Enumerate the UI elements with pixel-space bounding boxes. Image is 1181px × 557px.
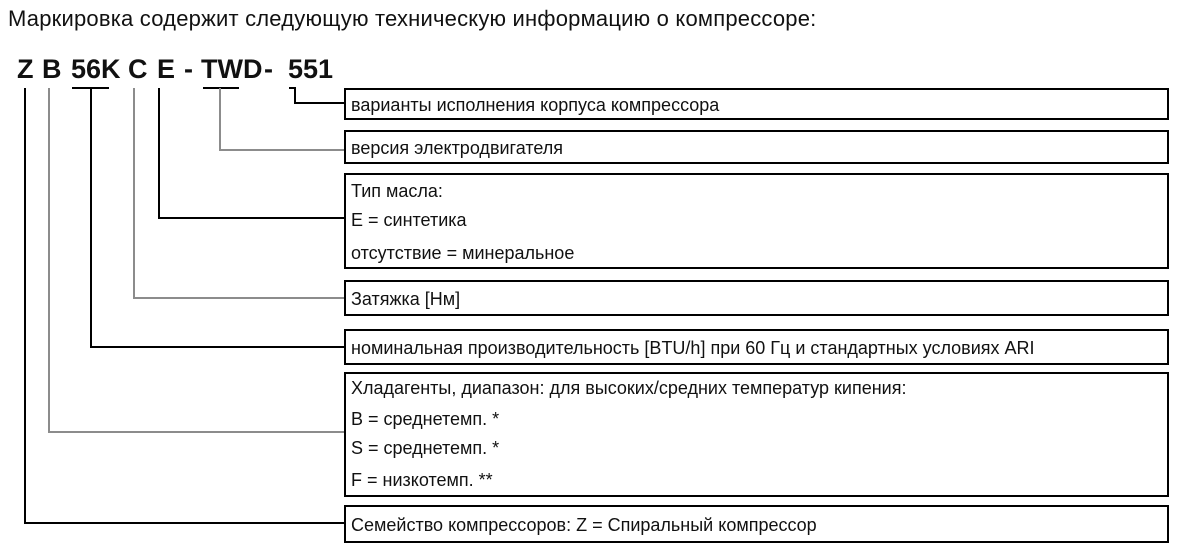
box-line: Семейство компрессоров: Z = Спиральный компрессор — [351, 515, 817, 535]
box-line: Тип масла: — [351, 181, 443, 201]
connector-family — [25, 88, 344, 523]
box-compressor-family — [344, 505, 1169, 543]
code-motor-version: TWD — [201, 54, 263, 84]
box-refrigerants — [344, 372, 1169, 497]
box-motor-version — [344, 130, 1169, 164]
code-refrigerant: B — [42, 54, 62, 84]
box-line: B = среднетемп. * — [351, 409, 500, 429]
box-capacity — [344, 329, 1169, 365]
code-family: Z — [17, 54, 34, 84]
box-tightening — [344, 280, 1169, 316]
code-housing-variant: 551 — [288, 54, 334, 84]
box-line: Хладагенты, диапазон: для высоких/средних температур кипения: — [351, 378, 907, 398]
box-line: номинальная производительность [BTU/h] при 60 Гц и стандартных условиях ARI — [351, 338, 1035, 358]
code-capacity: 56K — [71, 54, 121, 84]
page-title: Маркировка содержит следующую техническую информацию о компрессоре: — [8, 6, 817, 31]
box-oil-type — [344, 173, 1169, 269]
box-housing-variants — [344, 88, 1169, 120]
connector-tightening — [134, 88, 344, 298]
code-oil-type: E — [157, 54, 176, 84]
box-line: E = синтетика — [351, 210, 467, 230]
connector-refrigerant — [49, 88, 344, 432]
box-line: Затяжка [Нм] — [351, 289, 461, 309]
connector-oil — [159, 88, 344, 218]
box-line: версия электродвигателя — [351, 138, 564, 158]
box-line: S = среднетемп. * — [351, 438, 500, 458]
connector-housing — [289, 88, 344, 103]
connector-motor-lead — [220, 88, 344, 150]
code-tightening: C — [128, 54, 148, 84]
code-dash-2: - — [264, 54, 273, 84]
box-line: F = низкотемп. ** — [351, 470, 493, 490]
box-line: отсутствие = минеральное — [351, 243, 575, 263]
code-dash-1: - — [184, 54, 193, 84]
box-line: варианты исполнения корпуса компрессора — [351, 95, 720, 115]
